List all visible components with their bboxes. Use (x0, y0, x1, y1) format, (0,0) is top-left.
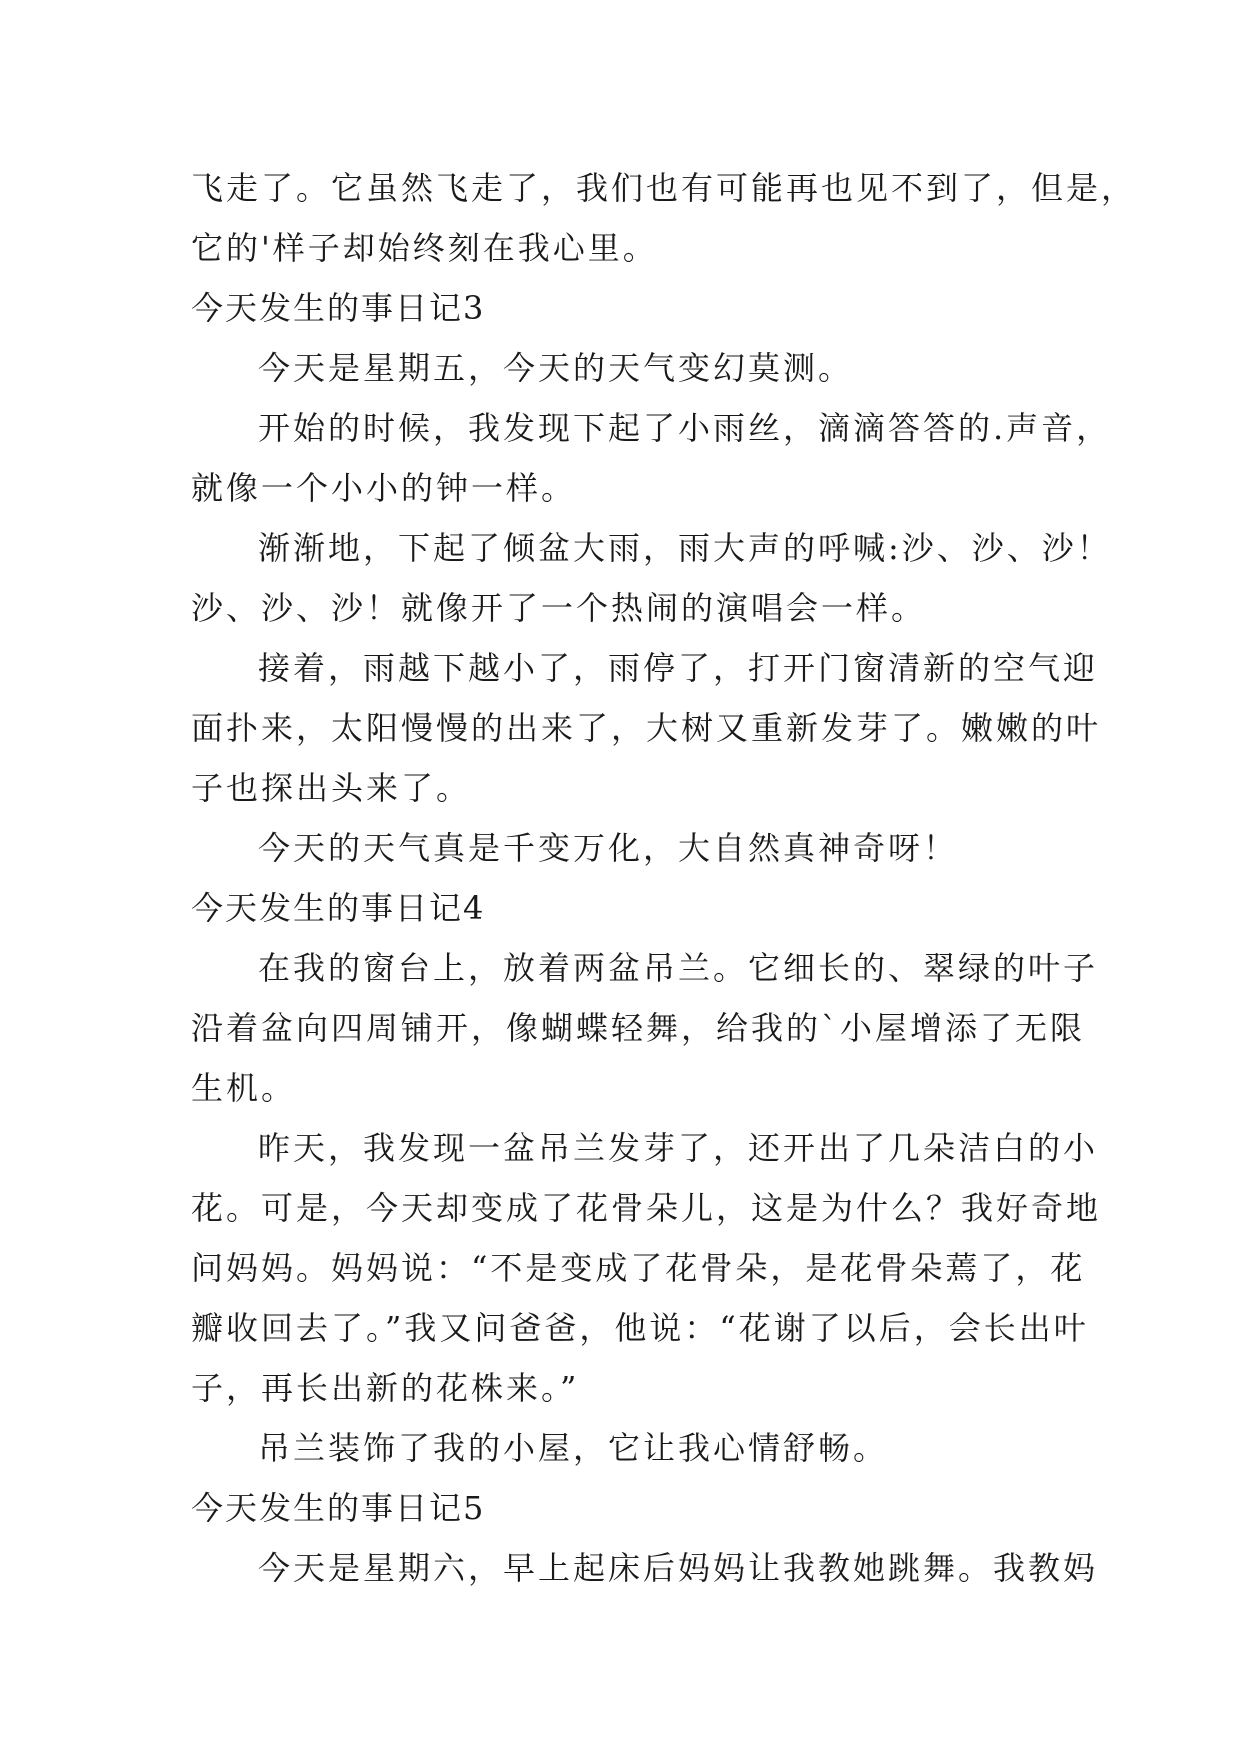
text-line: 面扑来，太阳慢慢的出来了，大树又重新发芽了。嫩嫩的叶 (191, 709, 1102, 747)
paragraph-line: 今天是星期六，早上起床后妈妈让我教她跳舞。我教妈 (258, 1549, 1099, 1587)
section-title: 今天发生的事日记4 (191, 889, 486, 927)
paragraph-line: 在我的窗台上，放着两盆吊兰。它细长的、翠绿的叶子 (258, 949, 1099, 987)
text-line: 它的'样子却始终刻在我心里。 (191, 229, 658, 267)
text-line: 问妈妈。妈妈说：“不是变成了花骨朵，是花骨朵蔫了，花 (191, 1249, 1086, 1287)
text-line: 子，再长出新的花株来。” (191, 1369, 580, 1407)
paragraph-line: 今天的天气真是千变万化，大自然真神奇呀！ (258, 829, 959, 867)
text-line: 瓣收回去了。”我又问爸爸，他说：“花谢了以后，会长出叶 (191, 1309, 1089, 1347)
document-page (191, 158, 1137, 1598)
section-title: 今天发生的事日记5 (191, 1489, 486, 1527)
text-line: 沿着盆向四周铺开，像蝴蝶轻舞，给我的`小屋增添了无限 (191, 1009, 1086, 1047)
text-line: 就像一个小小的钟一样。 (191, 469, 577, 507)
paragraph-line: 昨天，我发现一盆吊兰发芽了，还开出了几朵洁白的小 (258, 1129, 1099, 1167)
paragraph-line: 开始的时候，我发现下起了小雨丝，滴滴答答的.声音， (258, 409, 1112, 447)
text-line: 子也探出头来了。 (191, 769, 472, 807)
text-line: 飞走了。它虽然飞走了，我们也有可能再也见不到了，但是， (191, 169, 1137, 207)
paragraph-line: 今天是星期五，今天的天气变幻莫测。 (258, 349, 854, 387)
text-line: 沙、沙、沙！就像开了一个热闹的演唱会一样。 (191, 589, 927, 627)
paragraph-line: 接着，雨越下越小了，雨停了，打开门窗清新的空气迎 (258, 649, 1099, 687)
text-line: 生机。 (191, 1069, 297, 1107)
paragraph-line: 吊兰装饰了我的小屋，它让我心情舒畅。 (258, 1429, 889, 1467)
text-line: 花。可是，今天却变成了花骨朵儿，这是为什么？我好奇地 (191, 1189, 1102, 1227)
section-title: 今天发生的事日记3 (191, 289, 486, 327)
paragraph-line: 渐渐地，下起了倾盆大雨，雨大声的呼喊:沙、沙、沙！ (258, 529, 1112, 567)
